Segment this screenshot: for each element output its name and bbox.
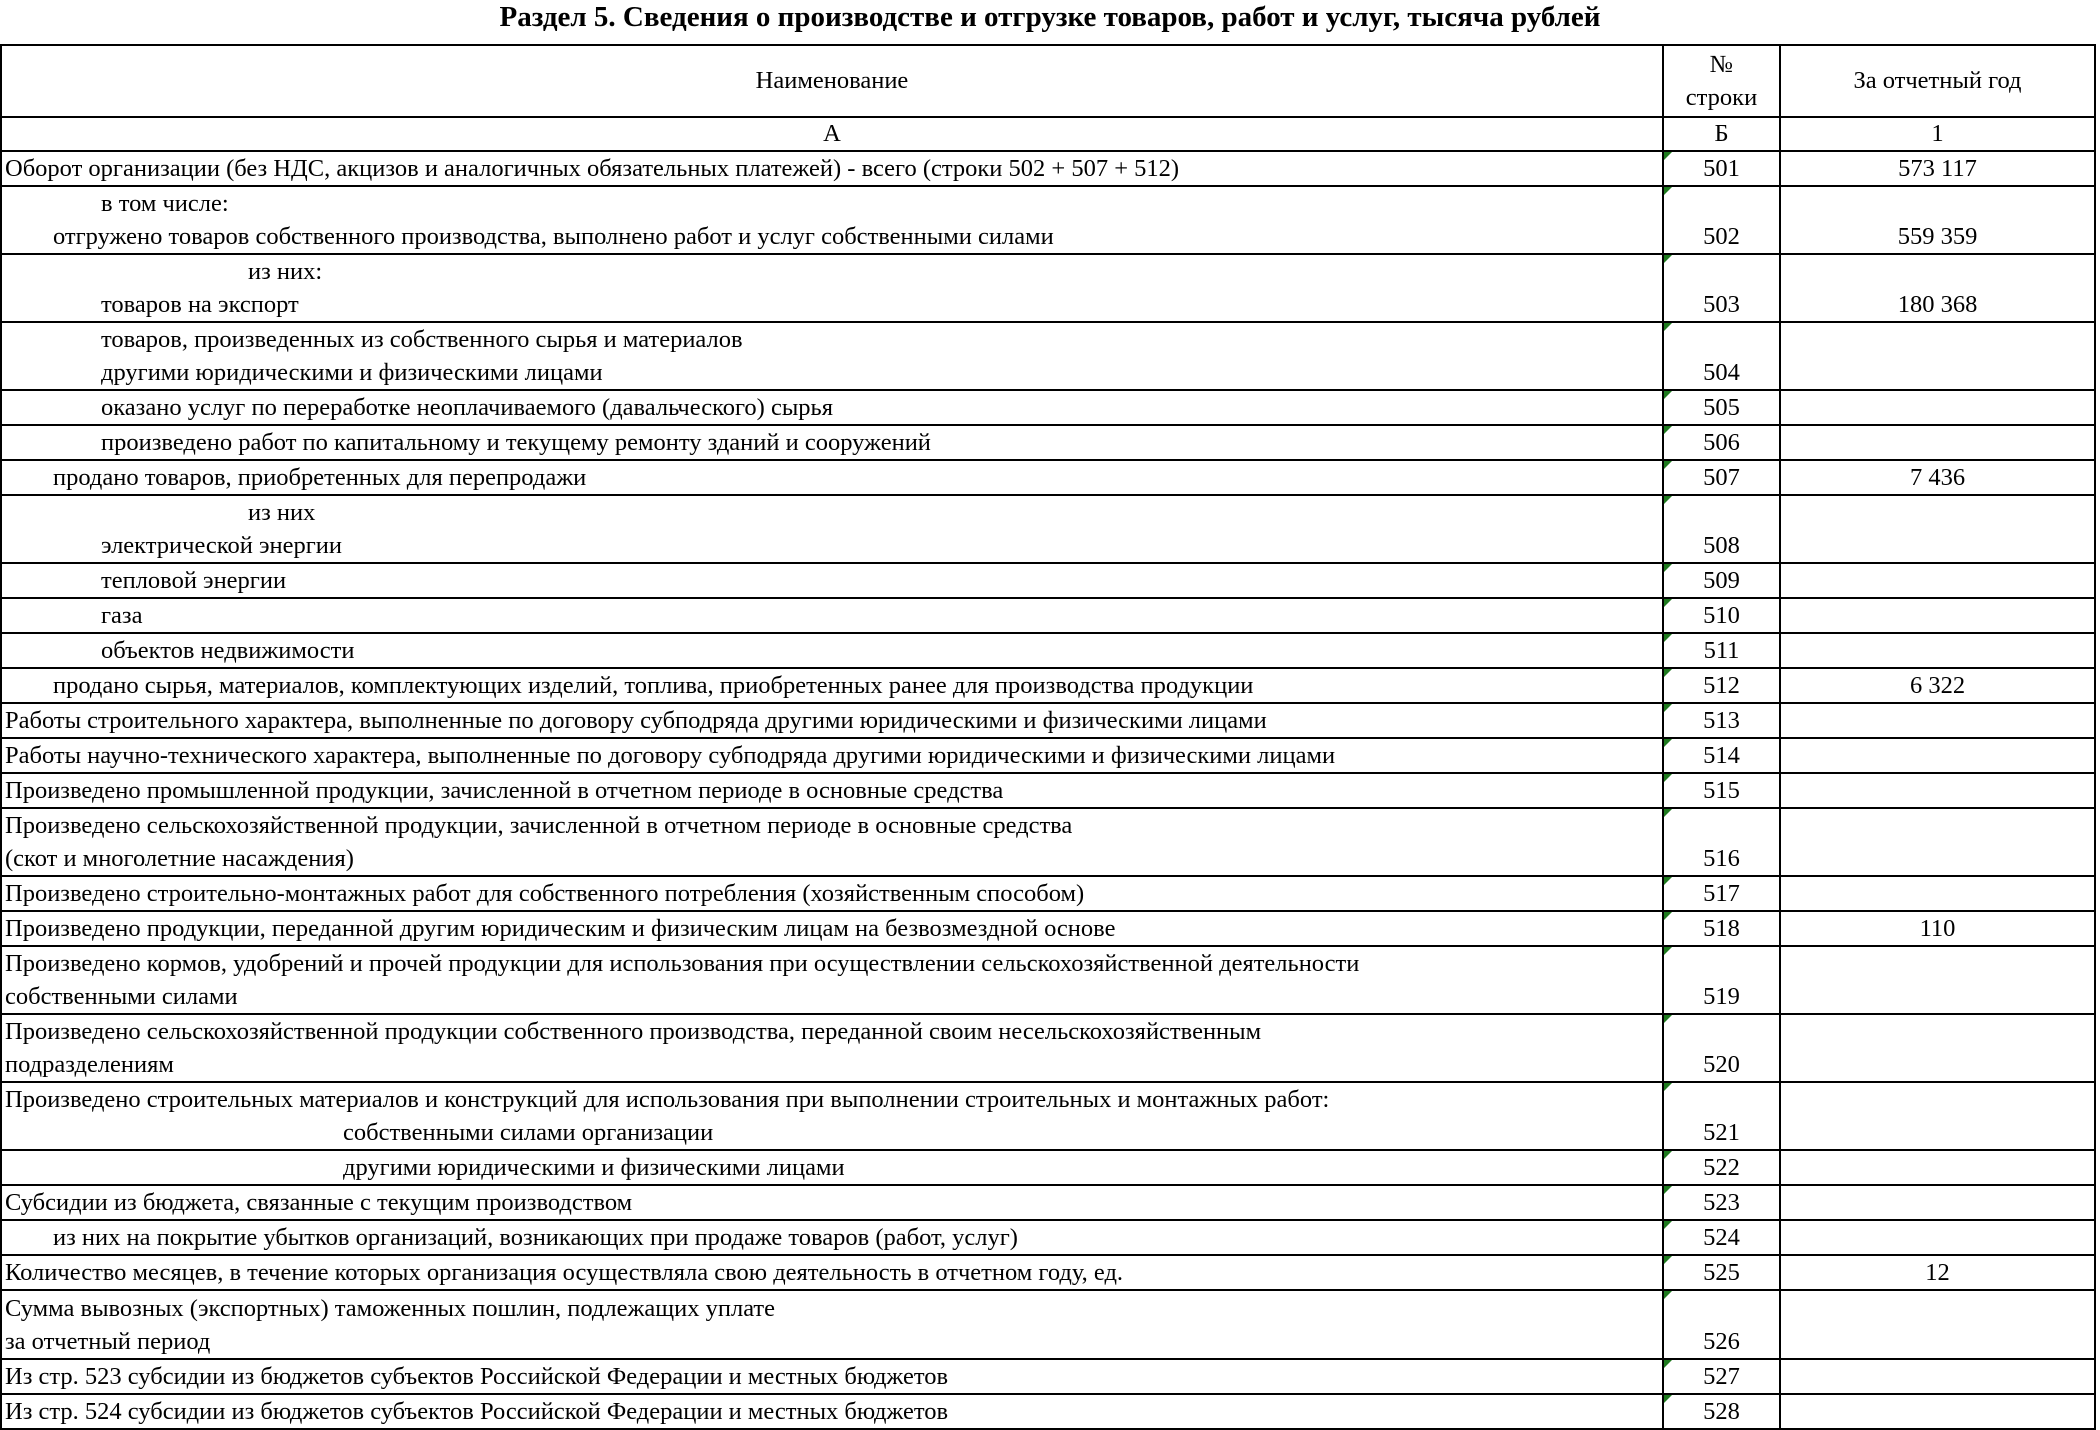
row-code-cell: 512 <box>1663 668 1780 703</box>
row-value-cell <box>1780 390 2095 425</box>
table-row-525 <box>1 1255 2095 1290</box>
row-name-cell <box>1 1255 1663 1290</box>
row-code-cell: 506 <box>1663 425 1780 460</box>
row-name-cell <box>1 668 1663 703</box>
row-value-cell <box>1780 425 2095 460</box>
row-value-cell <box>1780 598 2095 633</box>
row-code-cell: 502 <box>1663 186 1780 254</box>
row-name-cell <box>1 1220 1663 1255</box>
table-row-508 <box>1 495 2095 563</box>
row-name-line: Произведено продукции, переданной другим юридическим и физическим лицам на безвозмездной основе <box>5 915 1116 942</box>
column-key-row <box>1 117 2095 151</box>
table-row-528 <box>1 1394 2095 1429</box>
row-name-line: Количество месяцев, в течение которых организация осуществляла свою деятельность в отчетном году, ед. <box>5 1259 1124 1286</box>
table-row-509 <box>1 563 2095 598</box>
row-code-cell: 510 <box>1663 598 1780 633</box>
row-value-cell: 12 <box>1780 1255 2095 1290</box>
row-code-cell: 508 <box>1663 495 1780 563</box>
row-value-cell <box>1780 495 2095 563</box>
row-name-line: газа <box>101 602 143 629</box>
row-code-cell: 517 <box>1663 876 1780 911</box>
row-value-cell <box>1780 808 2095 876</box>
table-body <box>1 151 2095 1429</box>
table-row-503 <box>1 254 2095 322</box>
row-code-cell: 509 <box>1663 563 1780 598</box>
row-name-line: подразделениям <box>5 1051 174 1078</box>
table-row-512 <box>1 668 2095 703</box>
row-name-line: Сумма вывозных (экспортных) таможенных пошлин, подлежащих уплате <box>5 1295 776 1322</box>
row-name-line: Субсидии из бюджета, связанные с текущим производством <box>5 1189 633 1216</box>
row-code-cell: 522 <box>1663 1150 1780 1185</box>
table-row-513 <box>1 703 2095 738</box>
row-name-line: Произведено строительных материалов и конструкций для использования при выполнении строительных и монтажных работ: <box>5 1086 1330 1113</box>
row-name-cell <box>1 151 1663 186</box>
header-row <box>1 45 2095 117</box>
row-name-line: продано сырья, материалов, комплектующих изделий, топлива, приобретенных ранее для производства продукции <box>53 672 1254 699</box>
column-header-code-line1: № <box>1709 51 1734 78</box>
row-name-cell <box>1 1290 1663 1359</box>
row-code-cell: 507 <box>1663 460 1780 495</box>
table-row-522 <box>1 1150 2095 1185</box>
row-name-line: продано товаров, приобретенных для перепродажи <box>53 464 587 491</box>
table-row-523 <box>1 1185 2095 1220</box>
row-name-cell <box>1 390 1663 425</box>
row-code-cell: 501 <box>1663 151 1780 186</box>
row-value-cell <box>1780 1359 2095 1394</box>
row-code-cell: 503 <box>1663 254 1780 322</box>
row-value-cell: 573 117 <box>1780 151 2095 186</box>
row-name-line: электрической энергии <box>101 532 342 559</box>
row-name-line: Произведено строительно-монтажных работ для собственного потребления (хозяйственным способом) <box>5 880 1085 907</box>
row-name-cell <box>1 1185 1663 1220</box>
row-code-cell: 520 <box>1663 1014 1780 1082</box>
table-row-514 <box>1 738 2095 773</box>
row-name-line: Из стр. 523 субсидии из бюджетов субъектов Российской Федерации и местных бюджетов <box>5 1363 949 1390</box>
table-row-516 <box>1 808 2095 876</box>
row-value-cell <box>1780 946 2095 1014</box>
table-row-517 <box>1 876 2095 911</box>
table-row-502 <box>1 186 2095 254</box>
row-name-line: другими юридическими и физическими лицами <box>343 1154 845 1181</box>
row-code-cell: 526 <box>1663 1290 1780 1359</box>
row-name-line: отгружено товаров собственного производства, выполнено работ и услуг собственными силами <box>53 223 1054 250</box>
row-name-line: Из стр. 524 субсидии из бюджетов субъектов Российской Федерации и местных бюджетов <box>5 1398 949 1425</box>
row-name-cell <box>1 598 1663 633</box>
table-row-521 <box>1 1082 2095 1150</box>
column-header-code-line2: строки <box>1685 84 1758 111</box>
row-value-cell <box>1780 563 2095 598</box>
row-name-cell <box>1 460 1663 495</box>
row-value-cell <box>1780 1394 2095 1429</box>
row-name-line: из них: <box>248 258 323 285</box>
row-value-cell <box>1780 1185 2095 1220</box>
row-name-cell <box>1 1359 1663 1394</box>
row-code-cell: 514 <box>1663 738 1780 773</box>
column-header-code <box>1663 45 1780 117</box>
row-code-cell: 521 <box>1663 1082 1780 1150</box>
row-name-line: собственными силами организации <box>343 1119 714 1146</box>
row-value-cell <box>1780 1150 2095 1185</box>
row-name-line: из них на покрытие убытков организаций, возникающих при продаже товаров (работ, услуг) <box>53 1224 1018 1251</box>
row-name-cell <box>1 186 1663 254</box>
row-name-cell <box>1 425 1663 460</box>
table-row-507 <box>1 460 2095 495</box>
table-row-520 <box>1 1014 2095 1082</box>
table-row-501 <box>1 151 2095 186</box>
row-value-cell <box>1780 703 2095 738</box>
row-value-cell: 559 359 <box>1780 186 2095 254</box>
row-code-cell: 527 <box>1663 1359 1780 1394</box>
row-name-cell <box>1 703 1663 738</box>
row-value-cell <box>1780 738 2095 773</box>
row-value-cell <box>1780 876 2095 911</box>
row-value-cell: 6 322 <box>1780 668 2095 703</box>
row-code-cell: 516 <box>1663 808 1780 876</box>
table-row-505 <box>1 390 2095 425</box>
row-name-cell <box>1 876 1663 911</box>
table-row-515 <box>1 773 2095 808</box>
row-code-cell: 513 <box>1663 703 1780 738</box>
row-name-cell <box>1 1014 1663 1082</box>
row-name-cell <box>1 738 1663 773</box>
row-name-line: Произведено сельскохозяйственной продукции собственного производства, переданной своим несельскохозяйственным <box>5 1018 1262 1045</box>
row-code-cell: 523 <box>1663 1185 1780 1220</box>
table-row-511 <box>1 633 2095 668</box>
table-row-504 <box>1 322 2095 390</box>
column-key-name: А <box>1 117 1663 151</box>
table-row-527 <box>1 1359 2095 1394</box>
table-row-506 <box>1 425 2095 460</box>
row-code-cell: 515 <box>1663 773 1780 808</box>
section-title: Раздел 5. Сведения о производстве и отгрузке товаров, работ и услуг, тысяча рублей <box>499 1 1601 33</box>
column-header-name: Наименование <box>1 45 1663 117</box>
table-row-526 <box>1 1290 2095 1359</box>
row-name-line: произведено работ по капитальному и текущему ремонту зданий и сооружений <box>101 429 931 456</box>
row-name-cell <box>1 254 1663 322</box>
row-name-cell <box>1 773 1663 808</box>
row-name-cell <box>1 633 1663 668</box>
row-name-cell <box>1 495 1663 563</box>
row-name-line: Работы строительного характера, выполненные по договору субподряда другими юридическими и физическими лицами <box>5 707 1267 734</box>
row-code-cell: 525 <box>1663 1255 1780 1290</box>
row-code-cell: 518 <box>1663 911 1780 946</box>
row-code-cell: 519 <box>1663 946 1780 1014</box>
row-value-cell: 180 368 <box>1780 254 2095 322</box>
row-name-line: Произведено промышленной продукции, зачисленной в отчетном периоде в основные средства <box>5 777 1004 804</box>
row-name-line: из них <box>248 499 316 526</box>
row-value-cell <box>1780 1290 2095 1359</box>
row-value-cell: 110 <box>1780 911 2095 946</box>
row-name-cell <box>1 946 1663 1014</box>
row-name-line: Оборот организации (без НДС, акцизов и аналогичных обязательных платежей) - всего (строки 502 + 507 + 512) <box>5 155 1180 182</box>
row-name-cell <box>1 911 1663 946</box>
column-key-code: Б <box>1663 117 1780 151</box>
row-name-cell <box>1 1082 1663 1150</box>
row-name-line: оказано услуг по переработке неоплачиваемого (давальческого) сырья <box>101 394 833 421</box>
row-name-line: собственными силами <box>5 983 238 1010</box>
table-row-510 <box>1 598 2095 633</box>
column-key-value: 1 <box>1780 117 2095 151</box>
row-name-line: объектов недвижимости <box>101 637 355 664</box>
row-value-cell <box>1780 1082 2095 1150</box>
row-name-line: товаров на экспорт <box>101 291 299 318</box>
row-value-cell <box>1780 633 2095 668</box>
row-name-cell <box>1 1394 1663 1429</box>
row-code-cell: 504 <box>1663 322 1780 390</box>
table-row-524 <box>1 1220 2095 1255</box>
row-name-line: в том числе: <box>101 190 229 217</box>
row-name-cell <box>1 322 1663 390</box>
production-table <box>0 44 2096 1430</box>
row-name-line: Произведено кормов, удобрений и прочей продукции для использования при осуществлении сельскохозяйственной деятельности <box>5 950 1360 977</box>
row-code-cell: 511 <box>1663 633 1780 668</box>
row-value-cell <box>1780 1220 2095 1255</box>
row-name-line: другими юридическими и физическими лицами <box>101 359 603 386</box>
row-name-line: за отчетный период <box>5 1328 211 1355</box>
table-row-518 <box>1 911 2095 946</box>
row-value-cell <box>1780 1014 2095 1082</box>
row-name-line: Работы научно-технического характера, выполненные по договору субподряда другими юридическими и физическими лицами <box>5 742 1336 769</box>
row-name-line: тепловой энергии <box>101 567 287 594</box>
row-name-line: Произведено сельскохозяйственной продукции, зачисленной в отчетном периоде в основные средства <box>5 812 1073 839</box>
row-code-cell: 524 <box>1663 1220 1780 1255</box>
row-code-cell: 528 <box>1663 1394 1780 1429</box>
table-row-519 <box>1 946 2095 1014</box>
row-value-cell <box>1780 322 2095 390</box>
row-name-cell <box>1 1150 1663 1185</box>
row-code-cell: 505 <box>1663 390 1780 425</box>
column-header-value: За отчетный год <box>1780 45 2095 117</box>
row-name-line: товаров, произведенных из собственного сырья и материалов <box>101 326 743 353</box>
row-name-line: (скот и многолетние насаждения) <box>5 845 354 872</box>
row-name-cell <box>1 808 1663 876</box>
row-name-cell <box>1 563 1663 598</box>
row-value-cell: 7 436 <box>1780 460 2095 495</box>
row-value-cell <box>1780 773 2095 808</box>
